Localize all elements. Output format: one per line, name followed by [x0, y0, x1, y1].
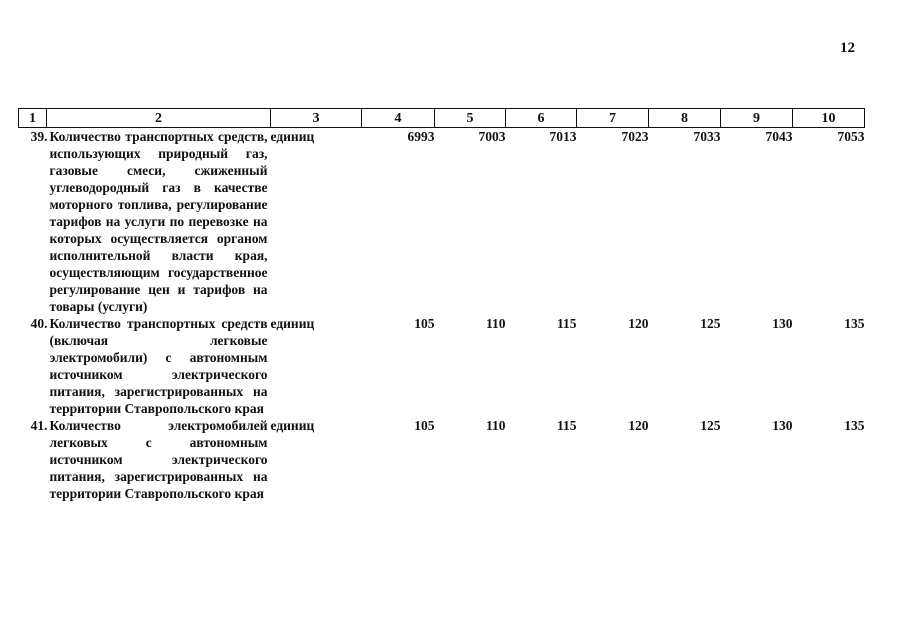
column-header: 7 — [577, 109, 649, 128]
row-value: 7043 — [765, 129, 793, 144]
row-description-cell — [19, 417, 271, 502]
row-description: Количество транспортных средств, использующих природный газ, газовые смеси, сжиженный углеводородный газ в качестве моторного топлива, регулирование тарифов на услуги по перевозке на которых осуществляется органом исполнительной власти края, осуществляющим государственное регулирование цен и тарифов на товары (услуги) — [49, 129, 268, 314]
row-number: 41. — [30, 418, 48, 433]
table-row — [19, 128, 865, 316]
row-value: 105 — [414, 316, 435, 331]
row-unit: единиц — [270, 129, 315, 144]
column-header: 1 — [19, 109, 47, 128]
row-value: 7003 — [478, 129, 506, 144]
column-header: 5 — [435, 109, 506, 128]
row-value: 130 — [772, 316, 793, 331]
row-value: 125 — [700, 316, 721, 331]
row-value: 115 — [556, 316, 577, 331]
row-description: Количество транспортных средств (включая легковые электромобили) с автономным источником электрического питания, зарегистрированных на территории Ставропольского края — [49, 316, 268, 416]
row-value: 7013 — [549, 129, 577, 144]
column-header: 4 — [362, 109, 435, 128]
row-value: 105 — [414, 418, 435, 433]
column-header: 9 — [721, 109, 793, 128]
row-value: 125 — [700, 418, 721, 433]
row-value: 135 — [844, 316, 865, 331]
row-value: 115 — [556, 418, 577, 433]
page-number: 12 — [840, 40, 855, 56]
table-row — [19, 417, 865, 502]
data-table — [18, 108, 865, 502]
row-number: 39. — [30, 129, 48, 144]
row-description: Количество электромобилей легковых с автономным источником электрического питания, зарегистрированных на территории Ставропольского края — [49, 418, 268, 501]
header-row — [19, 109, 865, 128]
row-value: 7023 — [621, 129, 649, 144]
row-number: 40. — [30, 316, 48, 331]
row-value: 7033 — [693, 129, 721, 144]
row-value: 135 — [844, 418, 865, 433]
row-value: 110 — [485, 418, 506, 433]
row-description-cell — [19, 128, 271, 316]
column-header: 10 — [793, 109, 865, 128]
column-header: 8 — [649, 109, 721, 128]
table-row — [19, 315, 865, 417]
column-header: 3 — [271, 109, 362, 128]
row-value: 110 — [485, 316, 506, 331]
row-unit: единиц — [270, 418, 315, 433]
row-description-cell — [19, 315, 271, 417]
row-unit: единиц — [270, 316, 315, 331]
row-value: 120 — [628, 418, 649, 433]
column-header: 2 — [47, 109, 271, 128]
row-value: 6993 — [407, 129, 435, 144]
row-value: 130 — [772, 418, 793, 433]
column-header: 6 — [506, 109, 577, 128]
row-value: 120 — [628, 316, 649, 331]
row-value: 7053 — [837, 129, 865, 144]
